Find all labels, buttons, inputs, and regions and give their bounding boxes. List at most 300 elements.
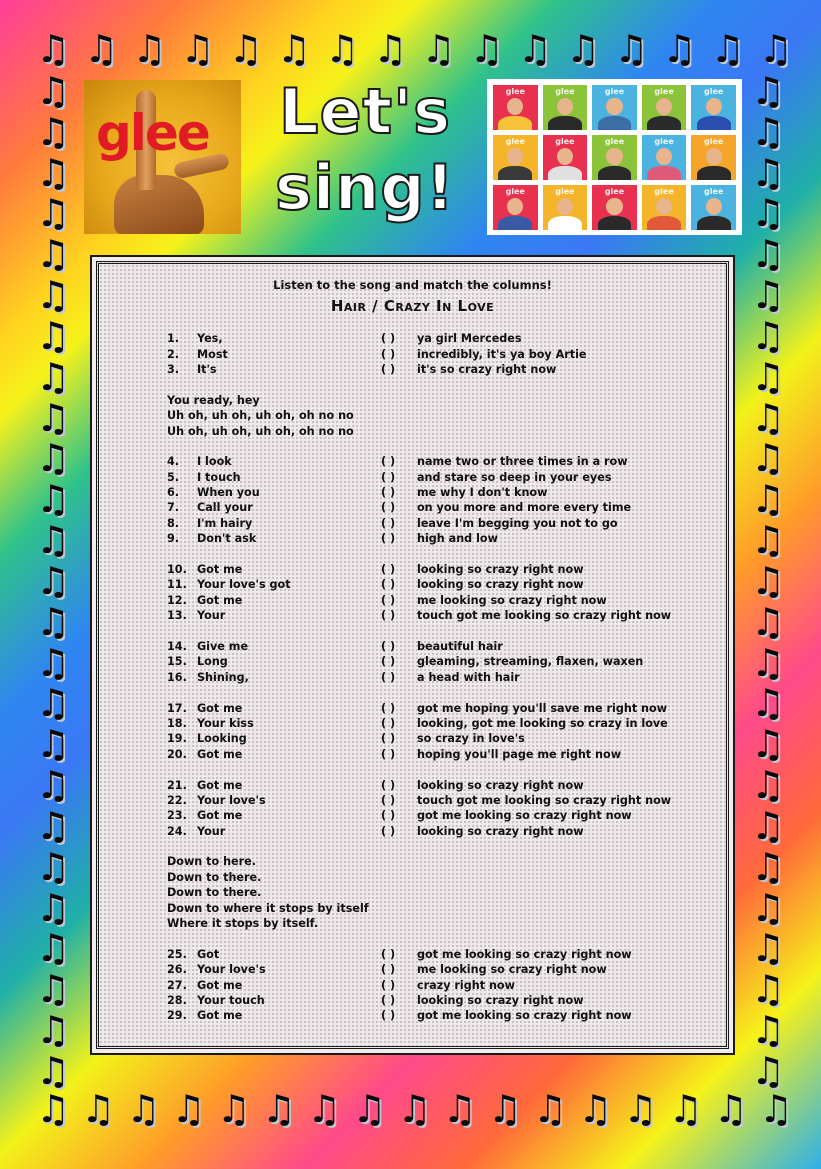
music-note-icon: ♫ — [35, 191, 71, 236]
music-note-icon: ♫ — [623, 1087, 658, 1131]
cast-member-head — [557, 98, 573, 115]
item-number: 18. — [167, 716, 187, 730]
music-note-icon: ♫ — [566, 27, 601, 71]
music-note-icon: ♫ — [325, 27, 360, 71]
music-note-icon: ♫ — [35, 109, 71, 154]
title-line-2: sing! — [275, 151, 455, 224]
item-number: 12. — [167, 593, 187, 607]
item-number: 29. — [167, 1009, 187, 1023]
right-column-phrase: ya girl Mercedes — [417, 332, 522, 346]
music-note-icon: ♫ — [126, 1087, 161, 1131]
cast-photo-tile — [592, 185, 637, 230]
cast-member-body — [498, 216, 532, 230]
cast-member-head — [507, 98, 523, 115]
music-note-icon: ♫ — [750, 354, 786, 399]
music-note-icon: ♫ — [750, 1048, 786, 1093]
spacer — [167, 546, 687, 561]
right-column-phrase: beautiful hair — [417, 640, 503, 653]
answer-blank[interactable]: ( ) — [381, 732, 396, 746]
item-number: 24. — [167, 824, 187, 838]
left-column-phrase: I'm hairy — [197, 516, 253, 530]
item-number: 8. — [167, 516, 180, 530]
music-note-icon: ♫ — [750, 640, 786, 685]
item-number: 21. — [167, 778, 187, 792]
right-column-phrase: looking, got me looking so crazy in love — [417, 716, 668, 730]
lyric-line: You ready, hey — [167, 393, 260, 407]
cast-member-head — [706, 198, 722, 215]
item-number: 7. — [167, 501, 180, 515]
music-note-icon: ♫ — [84, 27, 119, 71]
cast-tile-glee-text: glee — [505, 187, 525, 196]
left-column-phrase: Got me — [197, 593, 243, 607]
music-note-icon: ♫ — [35, 926, 71, 971]
cast-member-body — [498, 116, 532, 130]
answer-blank[interactable]: ( ) — [381, 824, 396, 838]
item-number: 17. — [167, 701, 187, 715]
cast-tile-glee-text: glee — [604, 87, 625, 96]
left-column-phrase: When you — [197, 486, 260, 500]
left-column-phrase: I touch — [197, 470, 241, 484]
right-column-phrase: crazy right now — [417, 978, 515, 992]
left-column-phrase: Most — [197, 347, 228, 361]
music-note-icon: ♫ — [35, 1087, 71, 1131]
match-item-row — [167, 793, 687, 808]
right-column-phrase: on you more and more every time — [417, 501, 632, 515]
cast-member-head — [656, 198, 672, 215]
match-item-row — [167, 993, 687, 1008]
match-item-row — [167, 608, 687, 623]
item-number: 28. — [167, 993, 187, 1007]
music-note-icon: ♫ — [171, 1087, 206, 1131]
music-note-icon: ♫ — [35, 1048, 71, 1093]
cast-member-head — [706, 148, 722, 165]
cast-photo-tile — [543, 85, 588, 130]
cast-photo-tile — [642, 185, 687, 230]
match-item-row — [167, 500, 687, 515]
right-column-phrase: name two or three times in a row — [417, 455, 628, 469]
cast-member-body — [647, 216, 681, 230]
item-number: 11. — [167, 578, 187, 592]
lyric-line: Down to there. — [167, 870, 262, 884]
song-title: Hair / Crazy In Love — [330, 297, 495, 315]
cast-photo-tile — [543, 185, 588, 230]
music-note-icon: ♫ — [750, 885, 786, 930]
left-column-phrase: Looking — [197, 732, 247, 746]
music-note-border-bottom — [35, 1087, 794, 1131]
cast-tile-glee-text: glee — [604, 187, 625, 196]
music-note-icon: ♫ — [442, 1087, 477, 1131]
music-note-icon: ♫ — [668, 1087, 703, 1131]
answer-blank[interactable]: ( ) — [381, 332, 396, 346]
match-item-row — [167, 639, 687, 654]
music-note-icon: ♫ — [750, 681, 786, 726]
answer-blank[interactable]: ( ) — [381, 501, 396, 515]
spacer — [167, 931, 687, 946]
cast-member-body — [697, 166, 731, 180]
left-column-phrase: Got me — [197, 563, 243, 577]
music-note-icon: ♫ — [750, 395, 786, 440]
instruction-text: Listen to the song and match the columns! — [273, 278, 552, 292]
left-column-phrase: Your love's got — [197, 578, 291, 592]
cast-tile-glee-text: glee — [555, 87, 575, 96]
cast-member-body — [697, 116, 731, 130]
cast-tile-glee-text: glee — [704, 187, 724, 196]
cast-member-body — [647, 116, 681, 130]
item-number: 1. — [167, 332, 180, 346]
music-note-icon: ♫ — [352, 1087, 387, 1131]
music-note-icon: ♫ — [132, 27, 167, 71]
item-number: 22. — [167, 793, 187, 807]
music-note-icon: ♫ — [750, 518, 786, 563]
lyric-line: Down to there. — [167, 886, 262, 900]
cast-member-head — [656, 98, 672, 115]
music-note-icon: ♫ — [307, 1087, 342, 1131]
item-number: 3. — [167, 362, 180, 376]
right-column-phrase: got me looking so crazy right now — [417, 947, 632, 961]
match-item-row — [167, 747, 687, 762]
right-column-phrase: looking so crazy right now — [417, 993, 584, 1007]
music-note-icon: ♫ — [750, 599, 786, 644]
answer-blank[interactable]: ( ) — [381, 701, 396, 715]
spacer — [167, 839, 687, 854]
music-note-icon: ♫ — [750, 273, 786, 318]
cast-member-head — [507, 198, 523, 215]
match-item-row — [167, 700, 687, 715]
right-column-phrase: looking so crazy right now — [417, 578, 584, 592]
item-number: 5. — [167, 470, 180, 484]
right-column-phrase: incredibly, it's ya boy Artie — [417, 347, 587, 361]
music-note-icon: ♫ — [750, 967, 786, 1012]
right-column-phrase: gleaming, streaming, flaxen, waxen — [417, 655, 644, 669]
cast-photo-grid — [487, 79, 742, 235]
music-note-icon: ♫ — [35, 69, 71, 113]
match-item-row — [167, 562, 687, 577]
music-note-icon: ♫ — [750, 69, 786, 113]
match-item-row — [167, 824, 687, 839]
music-note-icon: ♫ — [750, 803, 786, 848]
match-item-row — [167, 485, 687, 500]
item-number: 10. — [167, 563, 187, 577]
right-column-phrase: touch got me looking so crazy right now — [417, 609, 672, 623]
item-number: 23. — [167, 809, 187, 823]
cast-photo-tile — [592, 85, 637, 130]
left-column-phrase: Your — [197, 609, 226, 623]
right-column-phrase: hoping you'll page me right now — [417, 747, 622, 761]
left-column-phrase: Call your — [197, 501, 253, 515]
music-note-icon: ♫ — [710, 27, 745, 71]
music-note-icon: ♫ — [35, 558, 71, 603]
match-item-row — [167, 731, 687, 746]
left-column-phrase: Your love's — [197, 963, 266, 977]
music-note-icon: ♫ — [373, 27, 408, 71]
right-column-phrase: touch got me looking so crazy right now — [417, 793, 672, 807]
music-note-icon: ♫ — [750, 763, 786, 808]
cast-tile-glee-text: glee — [704, 137, 724, 146]
music-note-icon: ♫ — [35, 477, 71, 522]
match-item-row — [167, 577, 687, 592]
cast-member-head — [606, 148, 622, 165]
music-note-icon: ♫ — [35, 885, 71, 930]
left-column-phrase: Long — [197, 655, 228, 669]
music-note-icon: ♫ — [533, 1087, 568, 1131]
music-note-icon: ♫ — [216, 1087, 251, 1131]
match-item-row — [167, 962, 687, 977]
match-item-row — [167, 454, 687, 469]
hand-palm — [114, 175, 204, 234]
item-number: 2. — [167, 347, 180, 361]
answer-blank[interactable]: ( ) — [381, 1009, 396, 1023]
music-note-icon: ♫ — [750, 232, 786, 277]
music-note-icon: ♫ — [750, 1008, 786, 1053]
answer-blank[interactable]: ( ) — [381, 747, 396, 761]
answer-blank[interactable]: ( ) — [381, 793, 396, 807]
music-note-icon: ♫ — [261, 1087, 296, 1131]
music-note-icon: ♫ — [35, 763, 71, 808]
answer-blank[interactable]: ( ) — [381, 455, 396, 469]
item-number: 16. — [167, 670, 187, 684]
left-column-phrase: Your touch — [197, 993, 265, 1007]
cast-member-head — [656, 148, 672, 165]
cast-photo-tile — [691, 185, 736, 230]
exercise-list — [167, 331, 687, 1024]
right-column-phrase: got me looking so crazy right now — [417, 1009, 632, 1023]
music-note-icon: ♫ — [35, 27, 71, 71]
cast-member-head — [557, 198, 573, 215]
music-note-icon: ♫ — [713, 1087, 748, 1131]
worksheet-panel — [90, 255, 735, 1055]
glee-logo-text: glee — [96, 104, 209, 162]
music-note-icon: ♫ — [750, 926, 786, 971]
cast-photo-tile — [691, 85, 736, 130]
answer-blank[interactable]: ( ) — [381, 640, 396, 653]
page-title — [262, 74, 468, 226]
music-note-icon: ♫ — [750, 313, 786, 358]
answer-blank[interactable]: ( ) — [381, 516, 396, 530]
cast-member-head — [557, 148, 573, 165]
right-column-phrase: looking so crazy right now — [417, 778, 584, 792]
right-column-phrase: looking so crazy right now — [417, 824, 584, 838]
lyric-line: Uh oh, uh oh, uh oh, oh no no — [167, 424, 354, 438]
cast-tile-glee-text: glee — [604, 137, 625, 146]
cast-tile-glee-text: glee — [555, 137, 575, 146]
match-item-row — [167, 777, 687, 792]
match-item-row — [167, 593, 687, 608]
item-number: 26. — [167, 963, 187, 977]
music-note-icon: ♫ — [35, 640, 71, 685]
right-column-phrase: high and low — [417, 532, 498, 546]
cast-photo-tile — [493, 185, 538, 230]
answer-blank[interactable]: ( ) — [381, 993, 396, 1007]
left-column-phrase: Got — [197, 947, 220, 961]
cast-member-body — [598, 166, 632, 180]
answer-blank[interactable]: ( ) — [381, 578, 396, 592]
answer-blank[interactable]: ( ) — [381, 609, 396, 623]
title-line-1: Let's — [278, 75, 452, 148]
right-column-phrase: got me looking so crazy right now — [417, 809, 632, 823]
music-note-icon: ♫ — [750, 109, 786, 154]
cast-member-body — [548, 166, 582, 180]
music-note-icon: ♫ — [35, 722, 71, 767]
answer-blank[interactable]: ( ) — [381, 362, 396, 376]
right-column-phrase: me looking so crazy right now — [417, 593, 607, 607]
right-column-phrase: me why I don't know — [417, 486, 548, 500]
music-note-icon: ♫ — [487, 1087, 522, 1131]
cast-photo-tile — [642, 85, 687, 130]
left-column-phrase: Your — [197, 824, 226, 838]
left-column-phrase: Give me — [197, 640, 249, 653]
item-number: 25. — [167, 947, 187, 961]
match-item-row — [167, 654, 687, 669]
left-column-phrase: Got me — [197, 1009, 243, 1023]
spacer — [167, 439, 687, 454]
right-column-phrase: it's so crazy right now — [417, 362, 557, 376]
right-column-phrase: so crazy in love's — [417, 732, 525, 746]
music-note-icon: ♫ — [35, 967, 71, 1012]
lyric-line: Down to where it stops by itself — [167, 901, 369, 915]
answer-blank[interactable]: ( ) — [381, 532, 396, 546]
music-note-icon: ♫ — [35, 232, 71, 277]
spacer — [167, 623, 687, 638]
left-column-phrase: Your kiss — [197, 716, 254, 730]
left-column-phrase: Don't ask — [197, 532, 257, 546]
music-note-icon: ♫ — [35, 436, 71, 481]
cast-member-head — [606, 98, 622, 115]
cast-tile-glee-text: glee — [555, 187, 575, 196]
music-note-icon: ♫ — [228, 27, 263, 71]
music-note-icon: ♫ — [750, 558, 786, 603]
match-item-row — [167, 716, 687, 731]
left-column-phrase: Got me — [197, 778, 243, 792]
music-note-icon: ♫ — [421, 27, 456, 71]
cast-photo-tile — [642, 135, 687, 180]
answer-blank[interactable]: ( ) — [381, 470, 396, 484]
music-note-icon: ♫ — [517, 27, 552, 71]
answer-blank[interactable]: ( ) — [381, 716, 396, 730]
music-note-icon: ♫ — [35, 1008, 71, 1053]
music-note-icon: ♫ — [35, 844, 71, 889]
cast-photo-tile — [543, 135, 588, 180]
match-item-row — [167, 470, 687, 485]
glee-logo — [84, 80, 241, 234]
music-note-icon: ♫ — [750, 150, 786, 195]
music-note-icon: ♫ — [750, 436, 786, 481]
left-column-phrase: Got me — [197, 701, 243, 715]
music-note-icon: ♫ — [662, 27, 697, 71]
cast-member-body — [598, 216, 632, 230]
worksheet-panel-inner — [96, 261, 729, 1049]
cast-tile-glee-text: glee — [654, 137, 674, 146]
item-number: 19. — [167, 732, 187, 746]
cast-tile-glee-text: glee — [505, 87, 525, 96]
music-note-icon: ♫ — [35, 681, 71, 726]
spacer — [167, 762, 687, 777]
lyric-line: Down to here. — [167, 855, 257, 869]
match-item-row — [167, 977, 687, 992]
answer-blank[interactable]: ( ) — [381, 486, 396, 500]
right-column-phrase: leave I'm begging you not to go — [417, 516, 618, 530]
item-number: 14. — [167, 640, 187, 653]
item-number: 4. — [167, 455, 180, 469]
left-column-phrase: Got me — [197, 978, 243, 992]
music-note-icon: ♫ — [397, 1087, 432, 1131]
right-column-phrase: and stare so deep in your eyes — [417, 470, 612, 484]
answer-blank[interactable]: ( ) — [381, 809, 396, 823]
music-note-icon: ♫ — [758, 27, 793, 71]
cast-member-body — [548, 216, 582, 230]
item-number: 20. — [167, 747, 187, 761]
answer-blank[interactable]: ( ) — [381, 655, 396, 669]
music-note-icon: ♫ — [750, 477, 786, 522]
cast-member-body — [498, 166, 532, 180]
match-item-row — [167, 531, 687, 546]
music-note-icon: ♫ — [35, 518, 71, 563]
match-item-row — [167, 947, 687, 962]
item-number: 6. — [167, 486, 180, 500]
left-column-phrase: It's — [197, 362, 217, 376]
music-note-border-left — [35, 69, 71, 1093]
answer-blank[interactable]: ( ) — [381, 593, 396, 607]
answer-blank[interactable]: ( ) — [381, 978, 396, 992]
item-number: 9. — [167, 532, 180, 546]
match-item-row — [167, 1008, 687, 1023]
spacer — [167, 685, 687, 700]
cast-photo-tile — [691, 135, 736, 180]
match-item-row — [167, 331, 687, 346]
answer-blank[interactable]: ( ) — [381, 947, 396, 961]
music-note-icon: ♫ — [614, 27, 649, 71]
item-number: 15. — [167, 655, 187, 669]
lyric-line: Where it stops by itself. — [167, 917, 319, 931]
cast-tile-glee-text: glee — [704, 87, 724, 96]
music-note-icon: ♫ — [469, 27, 504, 71]
music-note-border-top — [35, 27, 793, 71]
left-column-phrase: Got me — [197, 809, 243, 823]
left-column-phrase: Yes, — [197, 332, 223, 346]
music-note-icon: ♫ — [750, 722, 786, 767]
music-note-icon: ♫ — [750, 844, 786, 889]
music-note-icon: ♫ — [758, 1087, 794, 1131]
music-note-icon: ♫ — [750, 191, 786, 236]
match-item-row — [167, 346, 687, 361]
music-note-icon: ♫ — [35, 395, 71, 440]
answer-blank[interactable]: ( ) — [381, 670, 396, 684]
cast-member-body — [697, 216, 731, 230]
cast-photo-tile — [592, 135, 637, 180]
music-note-icon: ♫ — [35, 803, 71, 848]
match-item-row — [167, 516, 687, 531]
cast-tile-glee-text: glee — [654, 187, 674, 196]
left-column-phrase: Got me — [197, 747, 243, 761]
cast-member-head — [706, 98, 722, 115]
music-note-icon: ♫ — [180, 27, 215, 71]
left-column-phrase: I look — [197, 455, 232, 469]
answer-blank[interactable]: ( ) — [381, 347, 396, 361]
music-note-icon: ♫ — [35, 273, 71, 318]
answer-blank[interactable]: ( ) — [381, 778, 396, 792]
item-number: 13. — [167, 609, 187, 623]
cast-tile-glee-text: glee — [654, 87, 674, 96]
right-column-phrase: me looking so crazy right now — [417, 963, 607, 977]
answer-blank[interactable]: ( ) — [381, 963, 396, 977]
music-note-icon: ♫ — [81, 1087, 116, 1131]
cast-member-body — [647, 166, 681, 180]
lyric-line: Uh oh, uh oh, uh oh, oh no no — [167, 409, 354, 423]
right-column-phrase: got me hoping you'll save me right now — [417, 701, 668, 715]
spacer — [167, 377, 687, 392]
music-note-border-right — [750, 69, 786, 1093]
right-column-phrase: looking so crazy right now — [417, 563, 584, 577]
answer-blank[interactable]: ( ) — [381, 563, 396, 577]
